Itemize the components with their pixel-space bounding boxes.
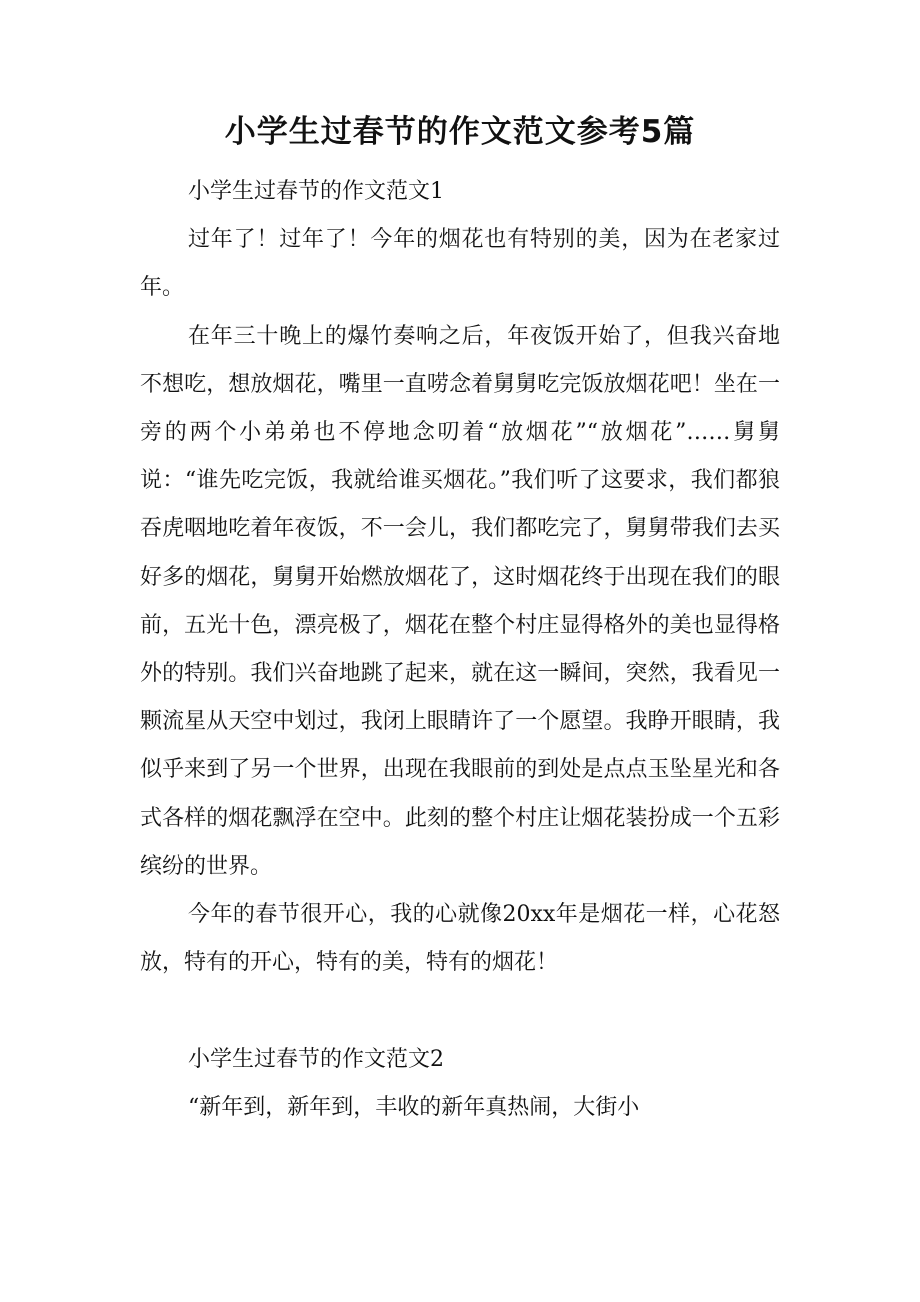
essay-section-2: [140, 1036, 780, 1132]
essay-1-paragraph-2: 在年三十晚上的爆竹奏响之后，年夜饭开始了，但我兴奋地不想吃，想放烟花，嘴里一直唠念着舅舅吃完饭放烟花吧！坐在一旁的两个小弟弟也不停地念叨着“放烟花”“放烟花”……舅舅说：“谁先吃完饭，我就给谁买烟花。”我们听了这要求，我们都狼吞虎咽地吃着年夜饭，不一会儿，我们都吃完了，舅舅带我们去买好多的烟花，舅舅开始燃放烟花了，这时烟花终于出现在我们的眼前，五光十色，漂亮极了，烟花在整个村庄显得格外的美也显得格外的特别。我们兴奋地跳了起来，就在这一瞬间，突然，我看见一颗流星从天空中划过，我闭上眼睛许了一个愿望。我睁开眼睛，我似乎来到了另一个世界，出现在我眼前的到处是点点玉坠星光和各式各样的烟花飘浮在空中。此刻的整个村庄让烟花装扮成一个五彩缤纷的世界。: [140, 323, 780, 879]
section-gap: [140, 987, 780, 1035]
essay-1-paragraph-1: 过年了！过年了！今年的烟花也有特别的美，因为在老家过年。: [140, 227, 780, 301]
document-title: 小学生过春节的作文范文参考5篇: [224, 114, 696, 150]
essay-heading-2: 小学生过春节的作文范文2: [188, 1046, 444, 1072]
essay-heading-1: 小学生过春节的作文范文1: [188, 179, 444, 204]
document-body: [140, 168, 780, 1132]
essay-2-paragraph-1: “新年到，新年到，丰收的新年真热闹，大街小: [188, 1094, 640, 1120]
essay-1-paragraph-3: 今年的春节很开心，我的心就像20xx年是烟花一样，心花怒放，特有的开心，特有的美，特有的烟花！: [140, 902, 780, 976]
essay-section-1: [140, 168, 780, 987]
